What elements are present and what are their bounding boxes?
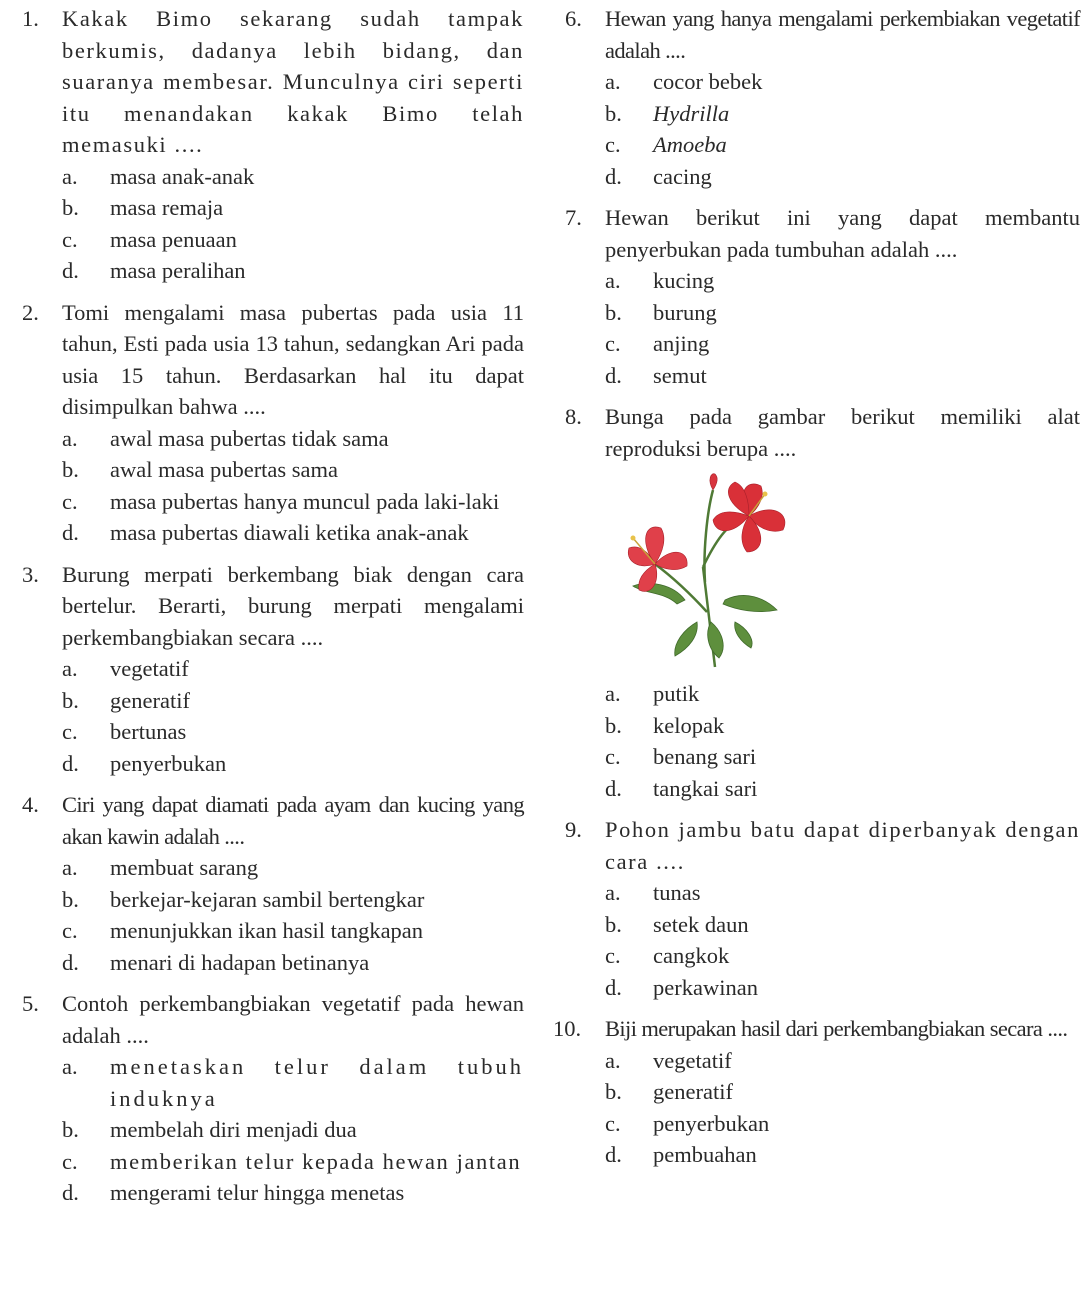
question-text: Bunga pada gambar berikut memiliki alat reproduksi berupa .... <box>605 404 1080 461</box>
option-letter: d. <box>62 520 79 545</box>
option-d[interactable] <box>62 517 524 549</box>
option-text: penyerbukan <box>110 750 227 776</box>
option-letter: d. <box>62 1180 79 1205</box>
option-text: pembuahan <box>653 1142 757 1167</box>
option-text: vegetatif <box>653 1047 732 1073</box>
option-d[interactable] <box>605 972 1080 1004</box>
question-3 <box>22 559 524 780</box>
question-number: 8. <box>565 404 582 429</box>
option-letter: a. <box>62 656 78 681</box>
question-8 <box>565 401 1080 804</box>
option-letter: c. <box>62 918 78 943</box>
question-text: Pohon jambu batu dapat diperbanyak dengan cara .... <box>605 817 1080 874</box>
option-letter: c. <box>605 744 621 769</box>
option-text: generatif <box>653 1079 733 1104</box>
question-text: Kakak Bimo sekarang sudah tampak berkumis, dadanya lebih bidang, dan suaranya membesar. Munculnya ciri seperti itu menandakan kakak Bimo telah memasuki .... <box>62 6 524 157</box>
option-letter: b. <box>605 911 622 937</box>
option-d[interactable] <box>605 161 1080 193</box>
option-text: awal masa pubertas sama <box>110 457 339 482</box>
option-text: masa penuaan <box>110 226 237 252</box>
option-a[interactable] <box>62 1051 524 1114</box>
option-text: tangkai sari <box>653 775 758 801</box>
option-list <box>605 877 1080 1003</box>
option-a[interactable] <box>605 1045 1080 1077</box>
option-d[interactable] <box>62 255 524 287</box>
option-text: generatif <box>110 687 190 713</box>
option-letter: d. <box>605 163 622 189</box>
option-text: vegetatif <box>110 656 189 681</box>
option-letter: b. <box>62 687 79 713</box>
option-list <box>62 653 524 779</box>
option-text: Hydrilla <box>653 100 730 126</box>
question-10 <box>553 1013 1080 1171</box>
option-letter: a. <box>62 425 78 451</box>
option-letter: d. <box>62 949 79 975</box>
option-a[interactable] <box>62 423 524 455</box>
question-number: 6. <box>565 6 582 31</box>
option-text: penyerbukan <box>653 1110 770 1136</box>
option-letter: a. <box>605 69 621 94</box>
option-a[interactable] <box>605 66 1080 98</box>
option-c[interactable] <box>62 1146 524 1178</box>
option-list <box>62 1051 524 1209</box>
option-letter: b. <box>605 100 622 126</box>
question-text: Hewan yang hanya mengalami perkembiakan vegetatif adalah .... <box>605 6 1080 63</box>
option-d[interactable] <box>605 773 1080 805</box>
option-text: setek daun <box>653 911 749 937</box>
option-text: memberikan telur kepada hewan jantan <box>110 1148 522 1174</box>
option-c[interactable] <box>605 1108 1080 1140</box>
option-letter: d. <box>605 775 622 801</box>
option-list <box>62 161 524 287</box>
option-d[interactable] <box>605 360 1080 392</box>
option-text: Amoeba <box>653 132 727 157</box>
option-text: awal masa pubertas tidak sama <box>110 425 389 451</box>
option-c[interactable] <box>605 940 1080 972</box>
option-letter: b. <box>62 457 79 482</box>
question-text: Contoh perkembangbiakan vegetatif pada hewan adalah .... <box>62 991 524 1048</box>
option-a[interactable] <box>62 852 524 884</box>
question-1 <box>22 3 524 287</box>
option-list <box>62 423 524 549</box>
question-number: 5. <box>22 991 39 1016</box>
option-b[interactable] <box>62 1114 524 1146</box>
option-letter: a. <box>605 880 621 905</box>
option-text: cangkok <box>653 943 730 968</box>
question-5 <box>22 988 524 1209</box>
option-letter: d. <box>62 750 79 776</box>
option-d[interactable] <box>62 748 524 780</box>
option-text: burung <box>653 299 717 325</box>
question-number: 3. <box>22 561 39 587</box>
option-letter: a. <box>605 268 621 293</box>
option-text: masa pubertas hanya muncul pada laki-laki <box>110 488 500 514</box>
option-b[interactable] <box>605 98 1080 130</box>
option-letter: a. <box>605 1047 621 1073</box>
question-text: Biji merupakan hasil dari perkembangbiakan secara .... <box>605 1016 1068 1041</box>
question-7 <box>565 202 1080 391</box>
option-b[interactable] <box>62 192 524 224</box>
left-column <box>22 3 524 1219</box>
option-text: tunas <box>653 880 701 905</box>
option-letter: c. <box>605 943 621 968</box>
question-number: 1. <box>22 6 39 31</box>
right-column <box>553 3 1080 1181</box>
option-a[interactable] <box>605 877 1080 909</box>
option-b[interactable] <box>605 297 1080 329</box>
option-text: menari di hadapan betinanya <box>110 949 370 975</box>
option-text: masa remaja <box>110 195 224 220</box>
option-text: membuat sarang <box>110 855 259 880</box>
option-text: benang sari <box>653 744 757 769</box>
option-text: semut <box>653 362 707 388</box>
option-c[interactable] <box>62 224 524 256</box>
option-text: menetaskan telur dalam tubuh induknya <box>110 1054 524 1111</box>
option-letter: c. <box>605 132 621 157</box>
option-letter: b. <box>62 195 79 220</box>
question-9 <box>565 814 1080 1003</box>
question-text: Ciri yang dapat diamati pada ayam dan kucing yang akan kawin adalah .... <box>62 792 524 849</box>
option-text: masa anak-anak <box>110 163 255 189</box>
option-c[interactable] <box>62 486 524 518</box>
option-c[interactable] <box>605 328 1080 360</box>
option-b[interactable] <box>605 710 1080 742</box>
option-text: berkejar-kejaran sambil bertengkar <box>110 886 425 912</box>
option-d[interactable] <box>62 1177 524 1209</box>
option-list <box>605 1045 1080 1171</box>
question-text: Tomi mengalami masa pubertas pada usia 11 tahun, Esti pada usia 13 tahun, sedangkan Ari pada usia 15 tahun. Berdasarkan hal itu dapat disimpulkan bahwa .... <box>62 299 524 419</box>
option-letter: b. <box>62 886 79 912</box>
option-text: cocor bebek <box>653 69 763 94</box>
question-number: 2. <box>22 299 39 325</box>
option-letter: d. <box>605 974 622 1000</box>
option-c[interactable] <box>62 716 524 748</box>
question-number: 7. <box>565 205 582 230</box>
option-letter: c. <box>62 1148 78 1174</box>
option-letter: a. <box>62 855 78 880</box>
option-b[interactable] <box>62 454 524 486</box>
question-number: 9. <box>565 817 582 842</box>
option-letter: c. <box>62 226 78 252</box>
option-letter: d. <box>605 1142 622 1167</box>
option-text: masa peralihan <box>110 258 246 283</box>
option-d[interactable] <box>62 947 524 979</box>
option-a[interactable] <box>62 161 524 193</box>
option-text: kucing <box>653 268 715 293</box>
option-b[interactable] <box>62 884 524 916</box>
question-4 <box>22 789 524 978</box>
option-list <box>62 852 524 978</box>
option-letter: b. <box>62 1117 79 1142</box>
option-list <box>605 265 1080 391</box>
hibiscus-flower-illustration <box>615 472 795 672</box>
option-letter: d. <box>62 258 79 283</box>
option-c[interactable] <box>605 129 1080 161</box>
option-text: membelah diri menjadi dua <box>110 1117 357 1142</box>
question-text: Hewan berikut ini yang dapat membantu penyerbukan pada tumbuhan adalah .... <box>605 205 1080 262</box>
option-text: masa pubertas diawali ketika anak-anak <box>110 520 469 545</box>
option-text: kelopak <box>653 712 725 738</box>
question-text: Burung merpati berkembang biak dengan cara bertelur. Berarti, burung merpati mengalami perkembangbiakan secara .... <box>62 561 524 650</box>
option-letter: a. <box>62 1054 78 1079</box>
option-text: putik <box>653 681 700 706</box>
option-b[interactable] <box>605 1076 1080 1108</box>
option-text: mengerami telur hingga menetas <box>110 1180 405 1205</box>
option-list <box>605 66 1080 192</box>
option-a[interactable] <box>605 265 1080 297</box>
option-d[interactable] <box>605 1139 1080 1171</box>
option-a[interactable] <box>62 653 524 685</box>
option-letter: a. <box>62 163 78 189</box>
option-letter: d. <box>605 362 622 388</box>
option-list <box>605 678 1080 804</box>
option-letter: c. <box>605 331 621 356</box>
question-number: 4. <box>22 792 39 817</box>
option-c[interactable] <box>62 915 524 947</box>
option-letter: b. <box>605 299 622 325</box>
question-2 <box>22 297 524 549</box>
option-text: anjing <box>653 331 710 356</box>
option-letter: b. <box>605 1079 622 1104</box>
option-letter: c. <box>62 719 78 744</box>
option-letter: c. <box>62 488 78 514</box>
option-text: cacing <box>653 163 712 189</box>
question-number: 10. <box>553 1016 582 1041</box>
option-text: bertunas <box>110 719 187 744</box>
option-a[interactable] <box>605 678 1080 710</box>
option-letter: a. <box>605 681 621 706</box>
option-b[interactable] <box>62 685 524 717</box>
option-letter: c. <box>605 1110 621 1136</box>
option-text: perkawinan <box>653 974 758 1000</box>
question-6 <box>565 3 1080 192</box>
option-b[interactable] <box>605 909 1080 941</box>
option-text: menunjukkan ikan hasil tangkapan <box>110 918 424 943</box>
option-letter: b. <box>605 712 622 738</box>
option-c[interactable] <box>605 741 1080 773</box>
